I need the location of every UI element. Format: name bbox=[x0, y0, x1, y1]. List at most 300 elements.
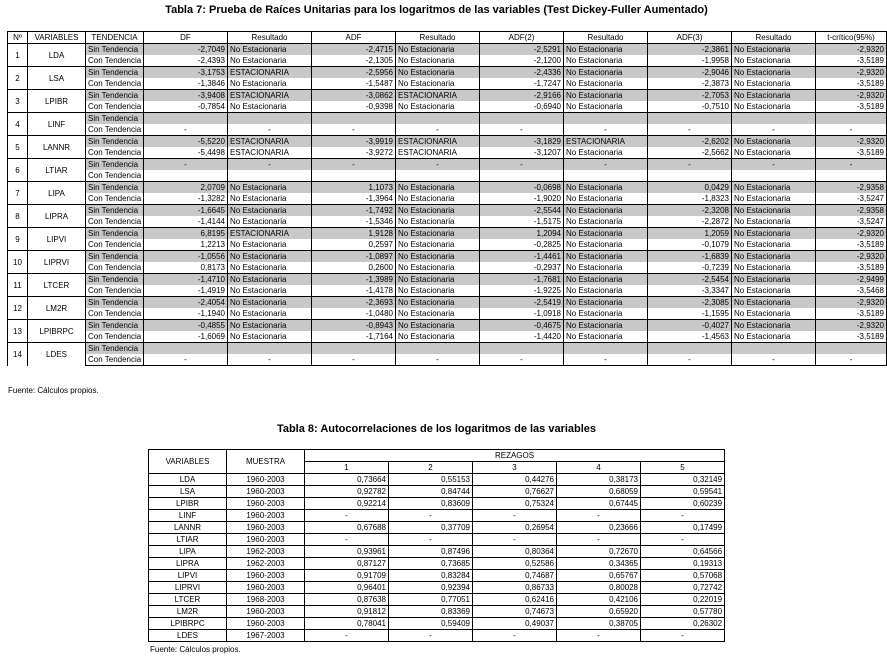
table-row bbox=[8, 113, 887, 125]
table-row bbox=[149, 498, 725, 510]
statistic-cell: -2,4054 bbox=[144, 297, 228, 309]
table-row bbox=[149, 618, 725, 630]
result-cell: No Estacionaria bbox=[564, 101, 648, 113]
result-cell: No Estacionaria bbox=[228, 55, 312, 67]
autocorrelation-cell: - bbox=[305, 630, 389, 642]
tendencia-label: Sin Tendencia bbox=[86, 228, 144, 240]
variable-name: LDA bbox=[28, 44, 86, 67]
row-number: 10 bbox=[8, 251, 28, 274]
variable-name: LPIBR bbox=[149, 498, 227, 510]
result-cell: No Estacionaria bbox=[732, 55, 816, 67]
variable-name: LIPA bbox=[28, 182, 86, 205]
result-cell: No Estacionaria bbox=[228, 101, 312, 113]
autocorrelation-cell: - bbox=[473, 534, 557, 546]
table7-header-row bbox=[8, 32, 887, 44]
table-row bbox=[8, 354, 887, 366]
statistic-cell bbox=[312, 170, 396, 182]
table-row bbox=[149, 546, 725, 558]
statistic-cell bbox=[648, 170, 732, 182]
col-header-resultado: Resultado bbox=[564, 32, 648, 44]
autocorrelation-cell: 0,92214 bbox=[305, 498, 389, 510]
statistic-cell bbox=[816, 170, 887, 182]
statistic-cell: -2,2872 bbox=[648, 216, 732, 228]
statistic-cell: 1,2094 bbox=[480, 228, 564, 240]
result-cell: No Estacionaria bbox=[732, 320, 816, 332]
autocorrelation-cell: 0,87127 bbox=[305, 558, 389, 570]
statistic-cell: -1,0480 bbox=[312, 308, 396, 320]
result-cell: No Estacionaria bbox=[732, 297, 816, 309]
tendencia-label: Con Tendencia bbox=[86, 331, 144, 343]
tendencia-label: Con Tendencia bbox=[86, 101, 144, 113]
result-cell: No Estacionaria bbox=[732, 262, 816, 274]
statistic-cell: -1,4420 bbox=[480, 331, 564, 343]
tendencia-label: Con Tendencia bbox=[86, 124, 144, 136]
autocorrelation-cell: 0,44276 bbox=[473, 474, 557, 486]
autocorrelation-cell: 0,32149 bbox=[641, 474, 725, 486]
autocorrelation-cell: - bbox=[473, 510, 557, 522]
result-cell: No Estacionaria bbox=[396, 239, 480, 251]
result-cell: - bbox=[564, 159, 648, 171]
statistic-cell: - bbox=[648, 354, 732, 366]
sample-period: 1960-2003 bbox=[227, 522, 305, 534]
autocorrelation-cell: 0,52586 bbox=[473, 558, 557, 570]
result-cell bbox=[396, 170, 480, 182]
result-cell: No Estacionaria bbox=[564, 67, 648, 79]
autocorrelation-cell: 0,83609 bbox=[389, 498, 473, 510]
variable-name: LIPRA bbox=[28, 205, 86, 228]
autocorrelation-cell: 0,26954 bbox=[473, 522, 557, 534]
result-cell: ESTACIONARIA bbox=[396, 90, 480, 102]
statistic-cell: - bbox=[816, 159, 887, 171]
table-row bbox=[8, 274, 887, 286]
col-header-resultado: Resultado bbox=[228, 32, 312, 44]
statistic-cell: -5,5220 bbox=[144, 136, 228, 148]
statistic-cell: -1,4710 bbox=[144, 274, 228, 286]
statistic-cell: -2,9320 bbox=[816, 44, 887, 56]
result-cell: - bbox=[228, 159, 312, 171]
statistic-cell: -0,2825 bbox=[480, 239, 564, 251]
col-header-adf3: ADF(3) bbox=[648, 32, 732, 44]
table-row bbox=[8, 297, 887, 309]
statistic-cell: -2,5544 bbox=[480, 205, 564, 217]
statistic-cell: 0,2597 bbox=[312, 239, 396, 251]
statistic-cell: -2,9320 bbox=[816, 136, 887, 148]
table-row bbox=[8, 44, 887, 56]
autocorrelation-cell: 0,83369 bbox=[389, 606, 473, 618]
result-cell: ESTACIONARIA bbox=[396, 136, 480, 148]
statistic-cell: -3,5189 bbox=[816, 331, 887, 343]
statistic-cell: -1,9225 bbox=[480, 285, 564, 297]
statistic-cell: -0,4027 bbox=[648, 320, 732, 332]
table-row bbox=[149, 558, 725, 570]
result-cell: No Estacionaria bbox=[732, 274, 816, 286]
autocorrelation-cell: 0,84744 bbox=[389, 486, 473, 498]
statistic-cell: -2,9320 bbox=[816, 228, 887, 240]
result-cell: No Estacionaria bbox=[564, 182, 648, 194]
statistic-cell: -3,3347 bbox=[648, 285, 732, 297]
statistic-cell: -0,7854 bbox=[144, 101, 228, 113]
statistic-cell: -0,7510 bbox=[648, 101, 732, 113]
autocorrelation-cell: 0,73664 bbox=[305, 474, 389, 486]
autocorrelation-cell: 0,74673 bbox=[473, 606, 557, 618]
autocorrelation-cell: 0,91709 bbox=[305, 570, 389, 582]
table-row bbox=[149, 606, 725, 618]
statistic-cell: -2,9320 bbox=[816, 320, 887, 332]
table-row bbox=[8, 343, 887, 355]
statistic-cell: -1,9958 bbox=[648, 55, 732, 67]
statistic-cell: -2,1305 bbox=[312, 55, 396, 67]
statistic-cell bbox=[816, 343, 887, 355]
result-cell: No Estacionaria bbox=[396, 308, 480, 320]
statistic-cell: -1,4919 bbox=[144, 285, 228, 297]
statistic-cell: -2,3208 bbox=[648, 205, 732, 217]
variable-name: LM2R bbox=[28, 297, 86, 320]
result-cell: ESTACIONARIA bbox=[228, 67, 312, 79]
autocorrelation-cell: 0,65767 bbox=[557, 570, 641, 582]
variable-name: LIPVI bbox=[28, 228, 86, 251]
tendencia-label: Sin Tendencia bbox=[86, 136, 144, 148]
result-cell: No Estacionaria bbox=[564, 216, 648, 228]
col-header-lag-1: 1 bbox=[305, 462, 389, 474]
statistic-cell bbox=[480, 170, 564, 182]
sample-period: 1960-2003 bbox=[227, 498, 305, 510]
autocorrelation-cell: 0,92782 bbox=[305, 486, 389, 498]
statistic-cell: -1,4563 bbox=[648, 331, 732, 343]
table-row bbox=[8, 182, 887, 194]
autocorrelation-cell: 0,34365 bbox=[557, 558, 641, 570]
result-cell: No Estacionaria bbox=[732, 136, 816, 148]
autocorrelation-cell: 0,37709 bbox=[389, 522, 473, 534]
statistic-cell: - bbox=[144, 124, 228, 136]
table-row bbox=[8, 67, 887, 79]
autocorrelation-cell: 0,73685 bbox=[389, 558, 473, 570]
col-header-adf2: ADF(2) bbox=[480, 32, 564, 44]
result-cell: ESTACIONARIA bbox=[396, 147, 480, 159]
statistic-cell: - bbox=[816, 124, 887, 136]
result-cell: No Estacionaria bbox=[396, 216, 480, 228]
variable-name: LDA bbox=[149, 474, 227, 486]
autocorrelation-cell: 0,72670 bbox=[557, 546, 641, 558]
sample-period: 1960-2003 bbox=[227, 510, 305, 522]
row-number: 13 bbox=[8, 320, 28, 343]
tendencia-label: Con Tendencia bbox=[86, 55, 144, 67]
row-number: 6 bbox=[8, 159, 28, 182]
autocorrelation-cell: 0,23666 bbox=[557, 522, 641, 534]
statistic-cell: -2,7053 bbox=[648, 90, 732, 102]
statistic-cell: 6,8195 bbox=[144, 228, 228, 240]
tendencia-label: Sin Tendencia bbox=[86, 182, 144, 194]
sample-period: 1962-2003 bbox=[227, 546, 305, 558]
autocorrelation-cell: - bbox=[557, 630, 641, 642]
variable-name: LTCER bbox=[149, 594, 227, 606]
result-cell bbox=[396, 113, 480, 125]
table-row bbox=[149, 534, 725, 546]
tendencia-label: Con Tendencia bbox=[86, 354, 144, 366]
table8-header-row bbox=[149, 450, 725, 462]
result-cell: No Estacionaria bbox=[732, 239, 816, 251]
tendencia-label: Sin Tendencia bbox=[86, 44, 144, 56]
result-cell: No Estacionaria bbox=[228, 262, 312, 274]
result-cell: - bbox=[396, 354, 480, 366]
result-cell: No Estacionaria bbox=[396, 67, 480, 79]
statistic-cell: -2,5662 bbox=[648, 147, 732, 159]
result-cell bbox=[564, 113, 648, 125]
statistic-cell: -1,5487 bbox=[312, 78, 396, 90]
statistic-cell: -1,7681 bbox=[480, 274, 564, 286]
table-row bbox=[8, 136, 887, 148]
statistic-cell: -2,4393 bbox=[144, 55, 228, 67]
statistic-cell: -3,5189 bbox=[816, 262, 887, 274]
col-header-lag-4: 4 bbox=[557, 462, 641, 474]
autocorrelation-cell: - bbox=[557, 510, 641, 522]
statistic-cell: -1,5346 bbox=[312, 216, 396, 228]
statistic-cell: -2,9358 bbox=[816, 182, 887, 194]
statistic-cell: -3,5468 bbox=[816, 285, 887, 297]
row-number: 7 bbox=[8, 182, 28, 205]
statistic-cell bbox=[144, 170, 228, 182]
col-header-tendencia: TENDENCIA bbox=[86, 32, 144, 44]
statistic-cell: -1,0897 bbox=[312, 251, 396, 263]
row-number: 4 bbox=[8, 113, 28, 136]
sample-period: 1960-2003 bbox=[227, 582, 305, 594]
table-row bbox=[8, 320, 887, 332]
result-cell bbox=[732, 170, 816, 182]
table-row bbox=[8, 308, 887, 320]
statistic-cell: -3,5189 bbox=[816, 147, 887, 159]
sample-period: 1962-2003 bbox=[227, 558, 305, 570]
sample-period: 1960-2003 bbox=[227, 474, 305, 486]
statistic-cell: -2,4715 bbox=[312, 44, 396, 56]
autocorrelation-cell: 0,92394 bbox=[389, 582, 473, 594]
tendencia-label: Con Tendencia bbox=[86, 285, 144, 297]
statistic-cell: -5,4498 bbox=[144, 147, 228, 159]
autocorrelation-cell: 0,60239 bbox=[641, 498, 725, 510]
result-cell: No Estacionaria bbox=[732, 251, 816, 263]
statistic-cell: -2,9320 bbox=[816, 251, 887, 263]
statistic-cell: -2,3861 bbox=[648, 44, 732, 56]
statistic-cell: -1,8323 bbox=[648, 193, 732, 205]
table-row bbox=[8, 78, 887, 90]
result-cell bbox=[564, 343, 648, 355]
autocorrelation-cell: 0,87638 bbox=[305, 594, 389, 606]
autocorrelation-table bbox=[148, 449, 725, 642]
statistic-cell bbox=[648, 113, 732, 125]
result-cell: No Estacionaria bbox=[396, 274, 480, 286]
result-cell: No Estacionaria bbox=[564, 193, 648, 205]
variable-name: LANNR bbox=[28, 136, 86, 159]
autocorrelation-cell: 0,57068 bbox=[641, 570, 725, 582]
result-cell: No Estacionaria bbox=[396, 320, 480, 332]
statistic-cell: - bbox=[312, 354, 396, 366]
statistic-cell: -0,4855 bbox=[144, 320, 228, 332]
table7-title: Tabla 7: Prueba de Raíces Unitarias para los logaritmos de las variables (Test Dickey-Fuller Aumentado) bbox=[165, 4, 708, 16]
autocorrelation-cell: 0,83284 bbox=[389, 570, 473, 582]
table8-title: Tabla 8: Autocorrelaciones de los logaritmos de las variables bbox=[276, 423, 597, 435]
statistic-cell bbox=[648, 343, 732, 355]
statistic-cell: -1,4461 bbox=[480, 251, 564, 263]
result-cell: - bbox=[732, 124, 816, 136]
tendencia-label: Sin Tendencia bbox=[86, 320, 144, 332]
result-cell bbox=[732, 113, 816, 125]
table-row bbox=[8, 147, 887, 159]
statistic-cell: -2,9166 bbox=[480, 90, 564, 102]
autocorrelation-cell: 0,91812 bbox=[305, 606, 389, 618]
row-number: 11 bbox=[8, 274, 28, 297]
result-cell: No Estacionaria bbox=[228, 44, 312, 56]
table-row bbox=[149, 582, 725, 594]
result-cell: No Estacionaria bbox=[732, 78, 816, 90]
row-number: 1 bbox=[8, 44, 28, 67]
statistic-cell: -3,1753 bbox=[144, 67, 228, 79]
tendencia-label: Con Tendencia bbox=[86, 78, 144, 90]
statistic-cell: -2,7049 bbox=[144, 44, 228, 56]
result-cell: No Estacionaria bbox=[228, 251, 312, 263]
result-cell: No Estacionaria bbox=[396, 78, 480, 90]
variable-name: LPIBR bbox=[28, 90, 86, 113]
statistic-cell: -2,9320 bbox=[816, 90, 887, 102]
result-cell: No Estacionaria bbox=[732, 44, 816, 56]
result-cell: No Estacionaria bbox=[396, 251, 480, 263]
statistic-cell: -2,9358 bbox=[816, 205, 887, 217]
table-row bbox=[149, 594, 725, 606]
table7-source: Fuente: Cálculos propios. bbox=[8, 386, 99, 395]
statistic-cell: -1,0918 bbox=[480, 308, 564, 320]
statistic-cell: -2,4336 bbox=[480, 67, 564, 79]
result-cell: - bbox=[564, 354, 648, 366]
statistic-cell: -2,6202 bbox=[648, 136, 732, 148]
result-cell: No Estacionaria bbox=[396, 101, 480, 113]
statistic-cell bbox=[312, 113, 396, 125]
result-cell: No Estacionaria bbox=[564, 274, 648, 286]
result-cell: - bbox=[732, 354, 816, 366]
sample-period: 1960-2003 bbox=[227, 606, 305, 618]
autocorrelation-cell: - bbox=[305, 510, 389, 522]
result-cell: No Estacionaria bbox=[564, 205, 648, 217]
statistic-cell: -1,4178 bbox=[312, 285, 396, 297]
result-cell: No Estacionaria bbox=[732, 193, 816, 205]
result-cell: No Estacionaria bbox=[564, 228, 648, 240]
statistic-cell: -2,9320 bbox=[816, 67, 887, 79]
statistic-cell: 1,9128 bbox=[312, 228, 396, 240]
result-cell: No Estacionaria bbox=[732, 147, 816, 159]
statistic-cell bbox=[480, 343, 564, 355]
autocorrelation-cell: 0,22019 bbox=[641, 594, 725, 606]
statistic-cell: -1,3846 bbox=[144, 78, 228, 90]
table-row bbox=[8, 193, 887, 205]
result-cell: - bbox=[396, 159, 480, 171]
autocorrelation-cell: 0,38173 bbox=[557, 474, 641, 486]
table-row bbox=[149, 630, 725, 642]
statistic-cell: -1,6839 bbox=[648, 251, 732, 263]
result-cell: No Estacionaria bbox=[564, 251, 648, 263]
variable-name: LIPRVI bbox=[28, 251, 86, 274]
statistic-cell: -3,0862 bbox=[312, 90, 396, 102]
autocorrelation-cell: - bbox=[389, 510, 473, 522]
result-cell: No Estacionaria bbox=[564, 331, 648, 343]
statistic-cell: -1,0556 bbox=[144, 251, 228, 263]
tendencia-label: Con Tendencia bbox=[86, 170, 144, 182]
statistic-cell bbox=[480, 113, 564, 125]
result-cell: ESTACIONARIA bbox=[228, 136, 312, 148]
statistic-cell: -1,3282 bbox=[144, 193, 228, 205]
result-cell: No Estacionaria bbox=[732, 331, 816, 343]
result-cell: No Estacionaria bbox=[564, 78, 648, 90]
result-cell: No Estacionaria bbox=[228, 297, 312, 309]
statistic-cell: -2,9320 bbox=[816, 297, 887, 309]
tendencia-label: Con Tendencia bbox=[86, 147, 144, 159]
statistic-cell: - bbox=[480, 124, 564, 136]
statistic-cell: -3,1829 bbox=[480, 136, 564, 148]
statistic-cell: -0,0698 bbox=[480, 182, 564, 194]
tendencia-label: Sin Tendencia bbox=[86, 251, 144, 263]
result-cell: No Estacionaria bbox=[564, 285, 648, 297]
result-cell: No Estacionaria bbox=[564, 297, 648, 309]
autocorrelation-cell: 0,55153 bbox=[389, 474, 473, 486]
row-number: 5 bbox=[8, 136, 28, 159]
col-header-resultado: Resultado bbox=[732, 32, 816, 44]
autocorrelation-cell: 0,80028 bbox=[557, 582, 641, 594]
statistic-cell: 0,2600 bbox=[312, 262, 396, 274]
statistic-cell: -2,5454 bbox=[648, 274, 732, 286]
autocorrelation-cell: 0,72742 bbox=[641, 582, 725, 594]
statistic-cell: -0,6940 bbox=[480, 101, 564, 113]
result-cell: No Estacionaria bbox=[396, 331, 480, 343]
table-row bbox=[8, 251, 887, 263]
statistic-cell: -3,1207 bbox=[480, 147, 564, 159]
statistic-cell: -3,9919 bbox=[312, 136, 396, 148]
statistic-cell bbox=[312, 343, 396, 355]
table8-source: Fuente: Cálculos propios. bbox=[150, 645, 241, 654]
col-header-lag-5: 5 bbox=[641, 462, 725, 474]
statistic-cell: 0,0429 bbox=[648, 182, 732, 194]
unit-root-table bbox=[7, 31, 887, 366]
result-cell: No Estacionaria bbox=[396, 55, 480, 67]
variable-name: LDES bbox=[28, 343, 86, 366]
statistic-cell: -3,5189 bbox=[816, 55, 887, 67]
result-cell: No Estacionaria bbox=[732, 228, 816, 240]
autocorrelation-cell: 0,75324 bbox=[473, 498, 557, 510]
col-header-resultado: Resultado bbox=[396, 32, 480, 44]
table-row bbox=[149, 474, 725, 486]
statistic-cell: 1,2213 bbox=[144, 239, 228, 251]
statistic-cell: -3,5189 bbox=[816, 101, 887, 113]
table-row bbox=[8, 262, 887, 274]
autocorrelation-cell: 0,86733 bbox=[473, 582, 557, 594]
table-row bbox=[8, 170, 887, 182]
table-row bbox=[8, 331, 887, 343]
statistic-cell: -1,3964 bbox=[312, 193, 396, 205]
statistic-cell: - bbox=[312, 159, 396, 171]
result-cell: No Estacionaria bbox=[732, 90, 816, 102]
statistic-cell: -2,9046 bbox=[648, 67, 732, 79]
variable-name: LTIAR bbox=[28, 159, 86, 182]
tendencia-label: Sin Tendencia bbox=[86, 343, 144, 355]
statistic-cell: -2,1200 bbox=[480, 55, 564, 67]
statistic-cell: -1,7492 bbox=[312, 205, 396, 217]
sample-period: 1960-2003 bbox=[227, 618, 305, 630]
sample-period: 1967-2003 bbox=[227, 630, 305, 642]
col-header-muestra: MUESTRA bbox=[227, 450, 305, 474]
result-cell: No Estacionaria bbox=[228, 78, 312, 90]
row-number: 14 bbox=[8, 343, 28, 366]
statistic-cell: -3,5189 bbox=[816, 239, 887, 251]
col-header-lag-3: 3 bbox=[473, 462, 557, 474]
autocorrelation-cell: 0,59541 bbox=[641, 486, 725, 498]
col-header-variables: VARIABLES bbox=[149, 450, 227, 474]
statistic-cell: -2,3693 bbox=[312, 297, 396, 309]
autocorrelation-cell: - bbox=[641, 510, 725, 522]
statistic-cell: - bbox=[648, 124, 732, 136]
